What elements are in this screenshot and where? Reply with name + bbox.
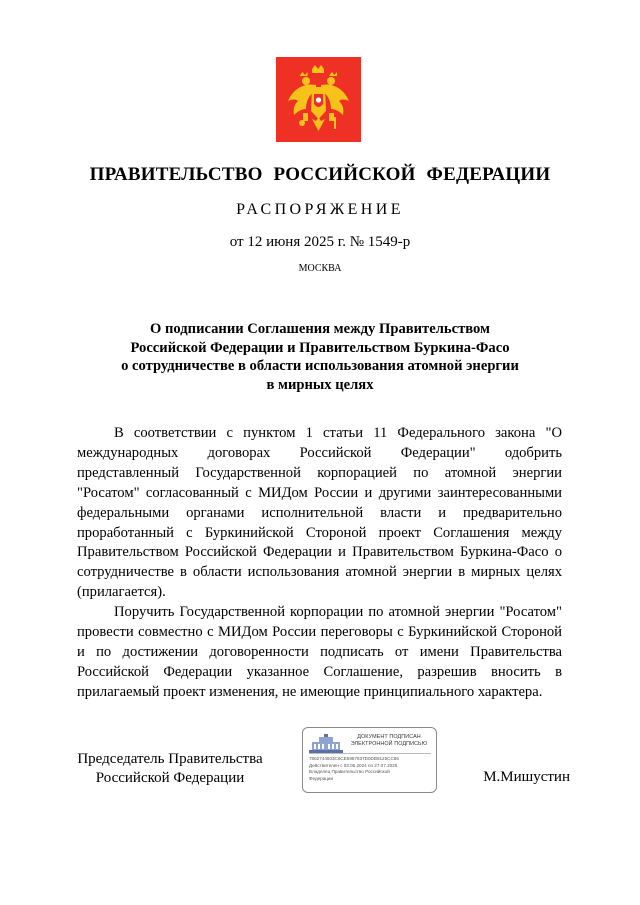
stamp-owner-line2: Федерации	[309, 775, 334, 781]
stamp-heading	[343, 734, 435, 748]
subject-line: О подписании Соглашения между Правительством	[150, 321, 490, 337]
stamp-owner: Владелец Правительство Российской	[309, 769, 390, 775]
stamp-validity: Действителен с 03.05.2024 по 27.07.2025	[309, 762, 398, 768]
document-body	[77, 424, 562, 703]
signer-position-line: Председатель Правительства	[77, 751, 263, 767]
coat-of-arms-emblem	[276, 57, 361, 142]
signer-name: М.Мишустин	[483, 769, 570, 785]
document-type: РАСПОРЯЖЕНИЕ	[236, 201, 404, 218]
government-title: ПРАВИТЕЛЬСТВО РОССИЙСКОЙ ФЕДЕРАЦИИ	[89, 164, 551, 185]
subject-line: о сотрудничестве в области использования атомной энергии	[121, 358, 519, 374]
subject-line: в мирных целях	[266, 376, 374, 393]
signer-position	[70, 750, 270, 788]
body-paragraph: В соответствии с пунктом 1 статьи 11 Федерального закона "О международных договорах Российской Федерации" одобрить представленный Государственной корпорацией по атомной энергии "Росатом" согласованный с МИДом России и другими заинтересованными федеральными органами исполнительной власти и предварительно проработанный с Буркинийской Стороной проект Соглашения между Правительством Российской Федерации и Правительством Буркина-Фасо о сотрудничестве в области использования атомной энергии в мирных целях (прилагается).	[77, 425, 562, 601]
double-headed-eagle-icon	[276, 57, 361, 142]
subject-line: Российской Федерации и Правительством Буркина-Фасо	[130, 339, 510, 356]
document-subject	[100, 320, 540, 394]
stamp-heading-line: ЭЛЕКТРОННОЙ ПОДПИСЬЮ	[350, 741, 428, 747]
stamp-certificate: 7862744603C6CE5987837D0DB8125CC86	[309, 756, 399, 761]
body-paragraph: Поручить Государственной корпорации по атомной энергии "Росатом" провести совместно с МИДом России переговоры с Буркинийской Стороной и по достижении договоренности подписать от имени Правительства Российской Федерации указанное Соглашение, разрешив вносить в прилагаемый проект изменения, не имеющие принципиального характера.	[77, 604, 562, 700]
electronic-signature-stamp	[302, 727, 437, 793]
document-city: МОСКВА	[298, 263, 342, 274]
stamp-details	[309, 756, 435, 782]
stamp-heading-line: ДОКУМЕНТ ПОДПИСАН	[357, 734, 421, 740]
signer-position-line: Российской Федерации	[95, 770, 245, 786]
document-date-number: от 12 июня 2025 г. № 1549-р	[229, 234, 411, 250]
government-building-icon	[309, 734, 343, 754]
stamp-divider	[309, 753, 431, 754]
